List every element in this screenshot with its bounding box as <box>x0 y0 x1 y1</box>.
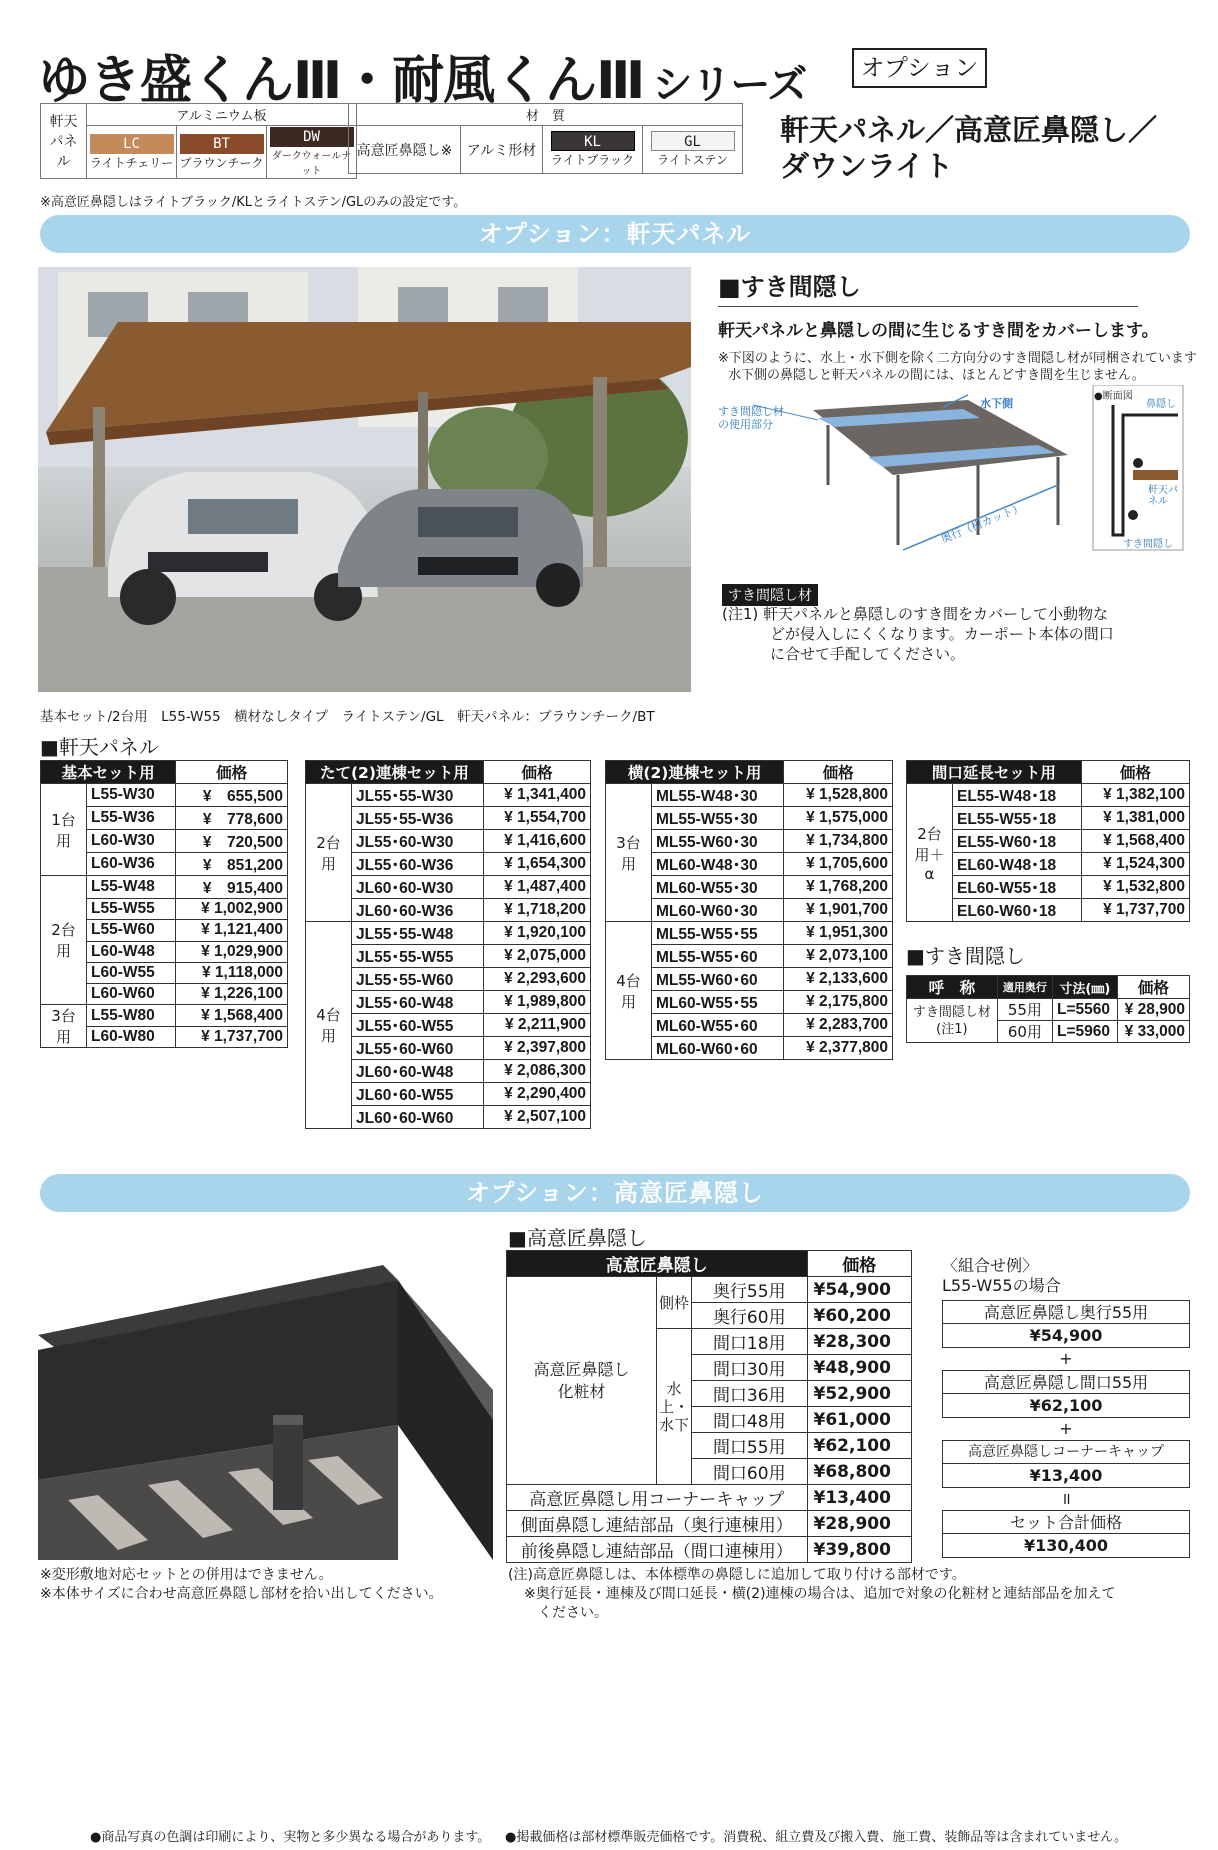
maguchi_set-header: 間口延長セット用 <box>907 761 1082 784</box>
fascia-notes-left <box>40 1566 443 1604</box>
diagram-label-down: 水下側 <box>980 397 1013 410</box>
model-code: L60-W60 <box>87 984 176 1005</box>
combo-title <box>942 1256 1061 1296</box>
group-label: 2台用 <box>306 784 352 922</box>
model-code: ML60-W60･30 <box>652 899 784 922</box>
water-row-5: 間口60用 <box>692 1459 808 1485</box>
group-label: 4台用 <box>306 922 352 1129</box>
model-code: ML60-W48･30 <box>652 853 784 876</box>
combo-item-1 <box>942 1370 1190 1418</box>
gap-depth-1: 60用 <box>997 1021 1052 1043</box>
price-cell: ¥ 2,293,600 <box>483 968 590 991</box>
water-price-5: ¥68,800 <box>807 1459 911 1485</box>
price-cell: ¥ 1,768,200 <box>784 876 893 899</box>
price-cell: ¥ 1,528,800 <box>784 784 893 807</box>
yoko-set-table <box>605 760 893 1060</box>
group-label: 3台用 <box>41 1005 87 1048</box>
gap-price-table <box>906 975 1190 1043</box>
material-header: 材 質 <box>349 104 743 126</box>
price-cell: ¥ 2,073,100 <box>784 945 893 968</box>
gap-col-price: 価格 <box>1117 976 1189 999</box>
price-cell: ¥ 1,737,700 <box>176 1026 288 1048</box>
basic_set-price-header: 価格 <box>176 761 288 784</box>
water-price-1: ¥48,900 <box>807 1355 911 1381</box>
gap-heading: ■すき間隠し <box>718 267 1138 307</box>
price-cell: ¥ 1,734,800 <box>784 830 893 853</box>
gap-material-tag: すき間隠し材 <box>722 584 818 606</box>
extra-row-0: 高意匠鼻隠し用コーナーキャップ <box>507 1485 808 1511</box>
row-label-nokiten: 軒天パネル <box>41 104 87 179</box>
price-cell: ¥ 1,226,100 <box>176 984 288 1005</box>
table-row <box>306 784 591 807</box>
price-cell: ¥ 1,920,100 <box>483 922 590 945</box>
model-code: JL60･60-W36 <box>352 899 484 922</box>
model-code: ML55-W55･60 <box>652 945 784 968</box>
model-code: L60-W55 <box>87 962 176 983</box>
gap-size-1: L=5960 <box>1053 1021 1118 1043</box>
swatch-gl <box>643 126 743 174</box>
model-code: ML55-W60･30 <box>652 830 784 853</box>
water-price-4: ¥62,100 <box>807 1433 911 1459</box>
model-code: EL60-W60･18 <box>953 899 1082 922</box>
combo-item-0-price: ¥54,900 <box>1029 1326 1103 1345</box>
price-cell: ¥ 1,554,700 <box>483 807 590 830</box>
side-price-1: ¥60,200 <box>807 1303 911 1329</box>
price-cell: ¥ 1,121,400 <box>176 920 288 941</box>
gap-remark-2: どが侵入しにくくなります。カーポート本体の間口 <box>770 625 1114 643</box>
combo-item-0 <box>942 1300 1190 1348</box>
price-cell: ¥ 778,600 <box>176 807 288 830</box>
price-cell: ¥ 1,341,400 <box>483 784 590 807</box>
water-row-3: 間口48用 <box>692 1407 808 1433</box>
price-cell: ¥ 1,532,800 <box>1081 876 1189 899</box>
combo-stack <box>942 1300 1190 1558</box>
gap-note1: ※下図のように、水上・水下側を除く二方向分のすき間隠し材が同梱されています <box>718 351 1197 366</box>
yoko_set-price-header: 価格 <box>784 761 893 784</box>
gap-item-note: (注1) <box>936 1021 968 1037</box>
price-cell: ¥ 2,507,100 <box>483 1106 590 1129</box>
price-cell: ¥ 2,283,700 <box>784 1014 893 1037</box>
price-cell: ¥ 2,397,800 <box>483 1037 590 1060</box>
note-right-1: ※奥行延長・連棟及び間口延長・横(2)連棟の場合は、追加で対象の化粧材と連結部品を加えて <box>524 1586 1116 1602</box>
model-code: JL55･60-W30 <box>352 830 484 853</box>
model-code: JL55･60-W48 <box>352 991 484 1014</box>
fascia-material-table <box>348 103 743 174</box>
fascia-price-table <box>506 1250 912 1563</box>
model-code: ML55-W60･60 <box>652 968 784 991</box>
section-label: ●断面図 <box>1094 391 1133 402</box>
water-row-4: 間口55用 <box>692 1433 808 1459</box>
model-code: EL55-W60･18 <box>953 830 1082 853</box>
price-cell: ¥ 1,002,900 <box>176 899 288 920</box>
water-price-2: ¥52,900 <box>807 1381 911 1407</box>
material-name: アルミ形材 <box>461 126 543 174</box>
model-code: ML60-W55･60 <box>652 1014 784 1037</box>
side-price-0: ¥54,900 <box>807 1277 911 1303</box>
model-code: ML55-W48･30 <box>652 784 784 807</box>
basic_set-header: 基本セット用 <box>41 761 176 784</box>
title-main: ゆき盛くんⅢ・耐風くんⅢ <box>38 51 645 111</box>
maguchi_set-price-header: 価格 <box>1081 761 1189 784</box>
model-code: JL55･60-W36 <box>352 853 484 876</box>
combo-item-2-label: 高意匠鼻隠しコーナーキャップ <box>943 1441 1189 1464</box>
model-code: EL60-W48･18 <box>953 853 1082 876</box>
gap-table-heading: ■すき間隠し <box>906 944 1025 968</box>
diagram-label-depth: 奥行（桁カット） <box>938 500 1026 546</box>
gap-price-0: ¥ 28,900 <box>1117 999 1189 1021</box>
water-price-0: ¥28,300 <box>807 1329 911 1355</box>
water-label: 水上・水下 <box>657 1329 692 1485</box>
price-cell: ¥ 1,524,300 <box>1081 853 1189 876</box>
model-code: JL55･55-W55 <box>352 945 484 968</box>
price-cell: ¥ 1,901,700 <box>784 899 893 922</box>
gap-item-label: すき間隠し材 <box>912 1004 991 1020</box>
fascia-group <box>507 1277 657 1485</box>
fascia-notes-right <box>508 1566 1116 1623</box>
combo-total <box>942 1510 1190 1558</box>
gap-price-1: ¥ 33,000 <box>1117 1021 1189 1043</box>
gap-size-0: L=5560 <box>1053 999 1118 1021</box>
swatch-dw-name: ダークウォールナット <box>271 151 352 177</box>
swatch-bt-name: ブラウンチーク <box>179 155 264 170</box>
subtitle-line1: 軒天パネル／高意匠鼻隠し／ <box>780 113 1158 147</box>
combo-item-2 <box>942 1440 1190 1488</box>
model-code: L60-W48 <box>87 941 176 962</box>
gap-lead: 軒天パネルと鼻隠しの間に生じるすき間をカバーします。 <box>718 321 1159 341</box>
note-right-2: ください。 <box>538 1605 608 1621</box>
water-price-3: ¥61,000 <box>807 1407 911 1433</box>
page-title <box>38 38 806 113</box>
table-row <box>907 784 1190 807</box>
extra-row-2: 前後鼻隠し連結部品（間口連棟用） <box>507 1537 808 1563</box>
combo-title-line: 〈組合せ例〉 <box>942 1256 1039 1275</box>
model-code: ML60-W55･30 <box>652 876 784 899</box>
basic-set-table <box>40 760 288 1048</box>
model-code: L55-W60 <box>87 920 176 941</box>
tate_set-header: たて(2)連棟セット用 <box>306 761 484 784</box>
note-right-0: (注)高意匠鼻隠しは、本体標準の鼻隠しに追加して取り付ける部材です。 <box>508 1567 966 1583</box>
extra-price-0: ¥13,400 <box>807 1485 911 1511</box>
combo-plus-2: + <box>1059 1419 1073 1438</box>
row-label-fascia: 高意匠鼻隠し※ <box>349 126 461 174</box>
gap-item-name <box>907 999 998 1043</box>
model-code: JL60･60-W60 <box>352 1106 484 1129</box>
price-cell: ¥ 720,500 <box>176 830 288 853</box>
price-cell: ¥ 1,718,200 <box>483 899 590 922</box>
table-row <box>41 1005 288 1027</box>
group-label: 1台用 <box>41 784 87 876</box>
group-label: 3台用 <box>606 784 652 922</box>
fascia-group-l2: 化粧材 <box>557 1381 606 1401</box>
price-cell: ¥ 1,951,300 <box>784 922 893 945</box>
section-nokiten: 軒天パネル <box>1148 485 1178 507</box>
photo1-caption: 基本セット/2台用 L55-W55 横材なしタイプ ライトステン/GL 軒天パネル：ブラウンチーク/BT <box>40 709 655 725</box>
price-cell: ¥ 1,381,000 <box>1081 807 1189 830</box>
section-subtitle <box>780 112 1157 184</box>
section-hanakakushi: 鼻隠し <box>1146 399 1176 410</box>
model-code: JL60･60-W30 <box>352 876 484 899</box>
model-code: JL55･55-W36 <box>352 807 484 830</box>
table-row <box>606 784 893 807</box>
price-cell: ¥ 2,075,000 <box>483 945 590 968</box>
swatch-lc <box>87 126 177 179</box>
combo-subtitle: L55-W55の場合 <box>942 1276 1061 1295</box>
model-code: L60-W80 <box>87 1026 176 1048</box>
model-code: L55-W36 <box>87 807 176 830</box>
swatch-gl-name: ライトステン <box>657 153 728 167</box>
price-cell: ¥ 2,290,400 <box>483 1083 590 1106</box>
water-row-1: 間口30用 <box>692 1355 808 1381</box>
swatch-kl-chip: KL <box>551 131 635 151</box>
diagram-label-use: すき間隠し材の使用部分 <box>718 405 784 431</box>
combo-total-value: ¥130,400 <box>1023 1536 1108 1555</box>
price-cell: ¥ 851,200 <box>176 853 288 876</box>
swatch-bt-chip: BT <box>180 134 264 154</box>
subtitle-line2: ダウンライト <box>780 149 954 183</box>
banner-fascia: オプション：高意匠鼻隠し <box>40 1174 1190 1212</box>
model-code: JL55･55-W48 <box>352 922 484 945</box>
table-row <box>41 876 288 899</box>
gap-col-size: 寸法(㎜) <box>1053 976 1118 999</box>
model-code: JL55･55-W30 <box>352 784 484 807</box>
swatch-kl <box>543 126 643 174</box>
water-row-2: 間口36用 <box>692 1381 808 1407</box>
price-cell: ¥ 1,705,600 <box>784 853 893 876</box>
table-row <box>606 922 893 945</box>
model-code: JL55･60-W55 <box>352 1014 484 1037</box>
side-row-0: 奥行55用 <box>692 1277 808 1303</box>
model-code: ML55-W55･30 <box>652 807 784 830</box>
price-cell: ¥ 655,500 <box>176 784 288 807</box>
price-cell: ¥ 1,118,000 <box>176 962 288 983</box>
price-cell: ¥ 2,175,800 <box>784 991 893 1014</box>
swatch-lc-name: ライトチェリー <box>89 155 174 170</box>
gap-note2: 水下側の鼻隠しと軒天パネルの間には、ほとんどすき間を生じません。 <box>728 368 1145 383</box>
side-label: 側枠 <box>657 1277 692 1329</box>
maguchi-set-table <box>906 760 1190 922</box>
model-code: L55-W55 <box>87 899 176 920</box>
model-code: EL60-W55･18 <box>953 876 1082 899</box>
combo-total-label: セット合計価格 <box>943 1511 1189 1534</box>
aluminum-header: アルミニウム板 <box>87 104 357 126</box>
gap-remark-3: に合せて手配してください。 <box>770 645 966 663</box>
model-code: L55-W30 <box>87 784 176 807</box>
model-code: JL55･60-W60 <box>352 1037 484 1060</box>
fascia-heading: ■高意匠鼻隠し <box>508 1226 647 1250</box>
price-cell: ¥ 1,487,400 <box>483 876 590 899</box>
note-left-0: ※変形敷地対応セットとの併用はできません。 <box>40 1567 333 1583</box>
fascia-col-price: 価格 <box>807 1251 911 1277</box>
gap-diagram <box>718 385 1188 565</box>
price-cell: ¥ 2,086,300 <box>483 1060 590 1083</box>
model-code: ML60-W60･60 <box>652 1037 784 1060</box>
price-cell: ¥ 1,654,300 <box>483 853 590 876</box>
combo-item-2-price: ¥13,400 <box>1029 1466 1103 1485</box>
footer-right: ●掲載価格は部材標準販売価格です。消費税、組立費及び搬入費、施工費、装飾品等は含まれていません。 <box>505 1830 1128 1845</box>
model-code: L60-W36 <box>87 853 176 876</box>
model-code: ML60-W55･55 <box>652 991 784 1014</box>
price-cell: ¥ 2,377,800 <box>784 1037 893 1060</box>
group-label: 2台用 <box>41 876 87 1005</box>
combo-equals: ॥ <box>1061 1489 1071 1508</box>
water-row-0: 間口18用 <box>692 1329 808 1355</box>
footer-left: ●商品写真の色調は印刷により、実物と多少異なる場合があります。 <box>90 1830 491 1845</box>
combo-plus-1: + <box>1059 1349 1073 1368</box>
tate_set-price-header: 価格 <box>483 761 590 784</box>
price-cell: ¥ 1,989,800 <box>483 991 590 1014</box>
model-code: L60-W30 <box>87 830 176 853</box>
price-cell: ¥ 1,029,900 <box>176 941 288 962</box>
extra-price-2: ¥39,800 <box>807 1537 911 1563</box>
model-code: L55-W80 <box>87 1005 176 1027</box>
combo-item-1-price: ¥62,100 <box>1029 1396 1103 1415</box>
model-code: EL55-W55･18 <box>953 807 1082 830</box>
gap-col-name: 呼 称 <box>907 976 998 999</box>
group-label: 2台用＋α <box>907 784 953 922</box>
fascia-photo <box>38 1250 493 1560</box>
price-cell: ¥ 1,568,400 <box>1081 830 1189 853</box>
swatch-dw <box>267 126 357 179</box>
price-cell: ¥ 915,400 <box>176 876 288 899</box>
price-cell: ¥ 1,382,100 <box>1081 784 1189 807</box>
banner-nokiten: オプション：軒天パネル <box>40 215 1190 253</box>
group-label: 4台用 <box>606 922 652 1060</box>
aluminum-material-table <box>40 103 357 179</box>
price-cell: ¥ 1,568,400 <box>176 1005 288 1027</box>
swatch-dw-chip: DW <box>270 127 354 147</box>
title-suffix: シリーズ <box>652 62 807 108</box>
swatch-bt <box>177 126 267 179</box>
combo-item-0-label: 高意匠鼻隠し奥行55用 <box>943 1301 1189 1324</box>
model-code: ML55-W55･55 <box>652 922 784 945</box>
table-row <box>41 784 288 807</box>
option-badge: オプション <box>852 48 987 88</box>
model-code: JL60･60-W48 <box>352 1060 484 1083</box>
swatch-lc-chip: LC <box>90 134 174 154</box>
side-row-1: 奥行60用 <box>692 1303 808 1329</box>
price-cell: ¥ 1,575,000 <box>784 807 893 830</box>
nokiten-heading: ■軒天パネル <box>40 735 159 759</box>
note-left-1: ※本体サイズに合わせ高意匠鼻隠し部材を拾い出してください。 <box>40 1586 443 1602</box>
model-code: JL60･60-W55 <box>352 1083 484 1106</box>
section-gap: すき間隠し <box>1123 539 1173 550</box>
tate-set-table <box>305 760 591 1129</box>
gap-remark <box>722 604 1114 664</box>
extra-price-1: ¥28,900 <box>807 1511 911 1537</box>
yoko_set-header: 横(2)連棟セット用 <box>606 761 784 784</box>
model-code: L55-W48 <box>87 876 176 899</box>
swatch-gl-chip: GL <box>651 131 735 151</box>
swatch-kl-name: ライトブラック <box>550 153 635 167</box>
price-cell: ¥ 1,737,700 <box>1081 899 1189 922</box>
extra-row-1: 側面鼻隠し連結部品（奥行連棟用） <box>507 1511 808 1537</box>
table-row <box>306 922 591 945</box>
model-code: EL55-W48･18 <box>953 784 1082 807</box>
combo-item-1-label: 高意匠鼻隠し間口55用 <box>943 1371 1189 1394</box>
material-note: ※高意匠鼻隠しはライトブラック/KLとライトステン/GLのみの設定です。 <box>40 195 467 210</box>
gap-depth-0: 55用 <box>997 999 1052 1021</box>
gap-remark-1: (注1) 軒天パネルと鼻隠しのすき間をカバーして小動物な <box>722 605 1109 623</box>
price-cell: ¥ 1,416,600 <box>483 830 590 853</box>
price-cell: ¥ 2,211,900 <box>483 1014 590 1037</box>
model-code: JL55･55-W60 <box>352 968 484 991</box>
carport-photo <box>38 267 691 692</box>
fascia-group-l1: 高意匠鼻隠し <box>533 1359 630 1379</box>
price-cell: ¥ 2,133,600 <box>784 968 893 991</box>
fascia-col-item: 高意匠鼻隠し <box>507 1251 808 1277</box>
gap-col-depth: 適用奥行 <box>997 976 1052 999</box>
